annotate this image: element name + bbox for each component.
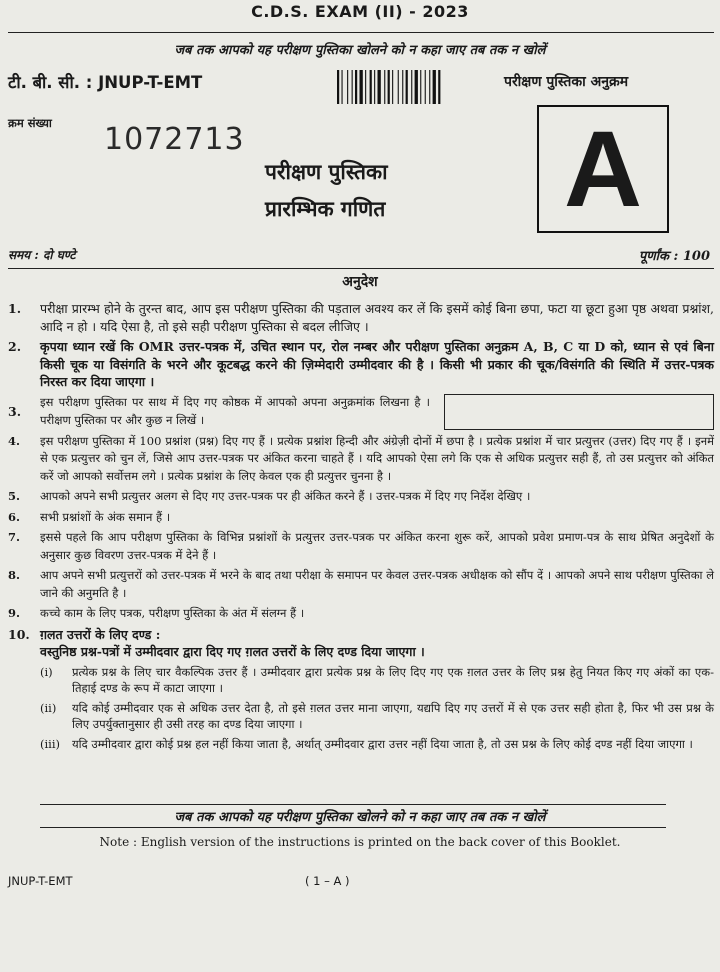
- footer-booklet-code: JNUP-T-EMT: [8, 874, 73, 888]
- instruction-3: [8, 394, 714, 430]
- instruction-7: [8, 529, 714, 564]
- do-not-open-banner-footer: जब तक आपको यह परीक्षण पुस्तिका खोलने को न कहा जाए तब तक न खोलें: [174, 810, 546, 825]
- instruction-text: आपको अपने सभी प्रत्युत्तर अलग से दिए गए उत्तर-पत्रक पर ही अंकित करने हैं । उत्तर-पत्रक में दिए गए निर्देश देखिए ।: [40, 489, 531, 503]
- rule-number: (i): [40, 664, 53, 679]
- penalty-rule-3: [40, 736, 714, 753]
- do-not-open-banner: जब तक आपको यह परीक्षण पुस्तिका खोलने को न कहा जाए तब तक न खोलें: [174, 43, 546, 58]
- penalty-title: ग़लत उत्तरों के लिए दण्ड :: [40, 626, 161, 642]
- instruction-number: 9.: [8, 606, 21, 620]
- instruction-text: सभी प्रश्नांशों के अंक समान हैं ।: [40, 509, 171, 524]
- rule-text: प्रत्येक प्रश्न के लिए चार वैकल्पिक उत्तर हैं । उम्मीदवार द्वारा प्रत्येक प्रश्न के लिए दिए गए एक ग़लत उत्तर के लिए प्रश्न हेतु नियत किए गए अंकों का एक-तिहाई दण्ड के रूप में काटा जाएगा ।: [72, 664, 714, 695]
- header-divider: [8, 268, 714, 269]
- instruction-9: [8, 605, 714, 623]
- maximum-marks: पूर्णांक : 100: [638, 249, 710, 264]
- rule-text: यदि उम्मीदवार द्वारा कोई प्रश्न हल नहीं किया जाता है, अर्थात् उम्मीदवार द्वारा उत्तर नहीं दिया जाता है, तो उस प्रश्न के लिए कोई दण्ड नहीं दिया जाएगा ।: [72, 736, 693, 751]
- booklet-title: परीक्षण पुस्तिका: [265, 159, 388, 184]
- instruction-number: 8.: [8, 568, 21, 582]
- page-number: ( 1 – A ): [305, 874, 350, 888]
- rule-number: (iii): [40, 736, 61, 751]
- penalty-rule-1: [40, 664, 714, 697]
- roll-number-box[interactable]: [444, 394, 714, 430]
- instruction-text: आप अपने सभी प्रत्युत्तरों को उत्तर-पत्रक में भरने के बाद तथा परीक्षा के समापन पर केवल उत्तर-पत्रक अधीक्षक को सौंप दें । आपको अपने साथ परीक्षण पुस्तिका ले जाने की अनुमति है ।: [40, 568, 714, 600]
- instruction-text: परीक्षा प्रारम्भ होने के तुरन्त बाद, आप इस परीक्षण पुस्तिका की पड़ताल अवश्य कर लें कि इसमें कोई बिना छपा, फटा या छूटा हुआ पृष्ठ अथवा प्रश्नांश, आदि न हो । यदि ऐसा है, तो इसे सही परीक्षण पुस्तिका से बदल लीजिए ।: [40, 301, 714, 334]
- instruction-number: 5.: [8, 489, 21, 503]
- english-version-note: Note : English version of the instructions is printed on the back cover of this Booklet.: [99, 835, 621, 849]
- serial-number: 1072713: [104, 122, 245, 157]
- exam-title: C.D.S. EXAM (II) - 2023: [251, 2, 469, 21]
- instruction-text: इस परीक्षण पुस्तिका पर साथ में दिए गए कोष्ठक में आपको अपना अनुक्रमांक लिखना है । परीक्षण पुस्तिका पर और कुछ न लिखें ।: [40, 395, 430, 427]
- instruction-1: [8, 300, 714, 335]
- rule-number: (ii): [40, 700, 57, 715]
- instruction-5: [8, 488, 714, 506]
- instruction-text: कृपया ध्यान रखें कि OMR उत्तर-पत्रक में, उचित स्थान पर, रोल नम्बर और परीक्षण पुस्तिका अनुक्रम A, B, C या D को, ध्यान से एवं बिना किसी चूक या विसंगति के भरने और कूटबद्ध करने की ज़िम्मेदारी उम्मीदवार की है । किसी भी प्रकार की चूक/विसंगति की स्थिति में उत्तर-पत्रक निरस्त कर दिया जाएगा ।: [40, 339, 714, 389]
- instruction-10: [8, 626, 714, 753]
- instruction-8: [8, 567, 714, 602]
- instruction-number: 4.: [8, 433, 21, 448]
- instruction-6: [8, 509, 714, 527]
- instruction-2: [8, 338, 714, 391]
- instruction-number: 3.: [8, 403, 22, 419]
- barcode-image: [337, 70, 467, 104]
- time-allowed: समय : दो घण्टे: [8, 248, 76, 262]
- subject-title: प्रारम्भिक गणित: [265, 196, 386, 221]
- series-letter-box: [537, 105, 669, 233]
- instructions-heading: अनुदेश: [342, 274, 378, 290]
- instruction-number: 1.: [8, 301, 22, 316]
- booklet-code: टी. बी. सी. : JNUP-T-EMT: [8, 73, 203, 92]
- top-divider: [8, 32, 714, 33]
- serial-label: क्रम संख्या: [8, 116, 52, 130]
- instructions-list: [8, 300, 714, 755]
- instruction-number: 7.: [8, 530, 21, 544]
- booklet-sequence-label: परीक्षण पुस्तिका अनुक्रम: [504, 74, 629, 90]
- footer-divider-bottom: [40, 827, 666, 828]
- series-letter: A: [564, 108, 642, 229]
- rule-text: यदि कोई उम्मीदवार एक से अधिक उत्तर देता है, तो इसे ग़लत उत्तर माना जाएगा, यद्यपि दिए गए उत्तरों में से एक उत्तर सही होता है, फिर भी उस प्रश्न के लिए उपर्युक्तानुसार ही उसी तरह का दण्ड दिया जाएगा ।: [72, 700, 714, 731]
- penalty-rule-2: [40, 700, 714, 733]
- instruction-number: 6.: [8, 509, 21, 524]
- instruction-number: 2.: [8, 339, 22, 354]
- instruction-text: इससे पहले कि आप परीक्षण पुस्तिका के विभिन्न प्रश्नांशों के प्रत्युत्तर उत्तर-पत्रक पर अंकित करना शुरू करें, आपको प्रवेश प्रमाण-पत्र के साथ प्रेषित अनुदेशों के अनुसार कुछ विवरण उत्तर-पत्रक में देने हैं ।: [40, 530, 714, 562]
- penalty-section: [40, 626, 714, 753]
- instruction-4: [8, 433, 714, 486]
- instruction-text: कच्चे काम के लिए पत्रक, परीक्षण पुस्तिका के अंत में संलग्न हैं ।: [40, 606, 305, 620]
- penalty-subtitle: वस्तुनिष्ठ प्रश्न-पत्रों में उम्मीदवार द्वारा दिए गए ग़लत उत्तरों के लिए दण्ड दिया जाएगा ।: [40, 644, 425, 659]
- instruction-number: 10.: [8, 626, 30, 642]
- instruction-text: इस परीक्षण पुस्तिका में 100 प्रश्नांश (प्रश्न) दिए गए हैं । प्रत्येक प्रश्नांश हिन्दी और अंग्रेज़ी दोनों में छपा है । प्रत्येक प्रश्नांश में चार प्रत्युत्तर (उत्तर) दिए गए हैं । इनमें से एक प्रत्युत्तर को चुन लें, जिसे आप उत्तर-पत्रक पर अंकित करना चाहते हैं । यदि आपको ऐसा लगे कि एक से अधिक प्रत्युत्तर सही हैं, तो उस प्रत्युत्तर को अंकित करें जो आपको सर्वोत्तम लगे । प्रत्येक प्रश्नांश के लिए केवल एक ही प्रत्युत्तर चुनना है ।: [40, 433, 714, 483]
- footer-divider-top: [40, 804, 666, 805]
